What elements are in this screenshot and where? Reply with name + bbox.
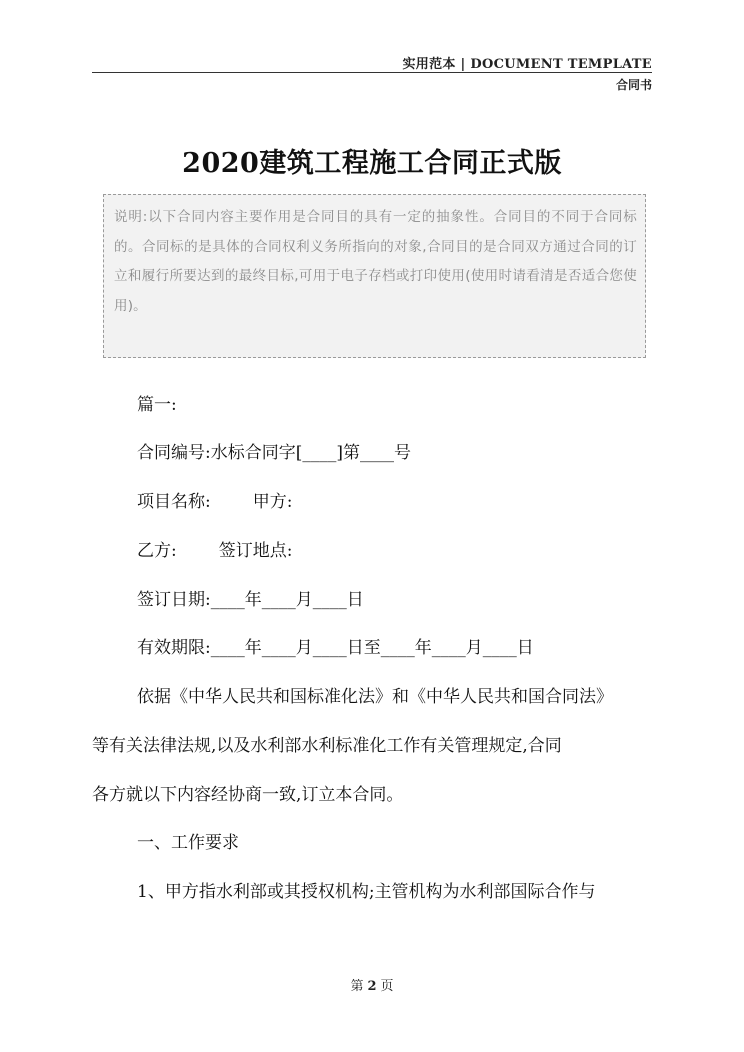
contract-number-line: 合同编号:水标合同字[____]第____号 [137, 443, 411, 463]
party-b-place-line [92, 539, 654, 563]
project-party-line [92, 490, 654, 514]
footer-prefix: 第 [350, 979, 364, 994]
chapter-heading-1: 一、工作要求 [137, 833, 239, 853]
page-number: 2 [367, 979, 377, 994]
header-category: 合同书 [615, 78, 652, 92]
party-b-label: 乙方: [137, 541, 177, 561]
project-name-label: 项目名称: [137, 492, 211, 512]
section-label: 篇一: [137, 395, 177, 415]
sign-date-line: 签订日期:____年____月____日 [137, 590, 364, 610]
page-footer [0, 975, 744, 994]
header-brand: 实用范本 | DOCUMENT TEMPLATE [402, 57, 652, 72]
description-text: 说明:以下合同内容主要作用是合同目的具有一定的抽象性。合同目的不同于合同标的。合同标的是具体的合同权利义务所指向的对象,合同目的是合同双方通过合同的订立和履行所要达到的最终目标,可用于电子存档或打印使用(使用时请看清是否适合您使用)。 [114, 209, 637, 314]
header-divider [92, 72, 652, 73]
valid-period-line: 有效期限:____年____月____日至____年____月____日 [137, 638, 534, 658]
basis-paragraph-line-3: 各方就以下内容经协商一致,订立本合同。 [92, 785, 404, 805]
item-1-line: 1、甲方指水利部或其授权机构;主管机构为水利部国际合作与 [137, 882, 596, 902]
footer-suffix: 页 [380, 979, 394, 994]
sign-place-label: 签订地点: [218, 541, 293, 561]
basis-paragraph-line-2: 等有关法律法规,以及水利部水利标准化工作有关管理规定,合同 [92, 736, 562, 756]
party-a-label: 甲方: [252, 492, 293, 512]
description-box [103, 194, 646, 358]
basis-paragraph-line-1: 依据《中华人民共和国标准化法》和《中华人民共和国合同法》 [137, 687, 613, 707]
document-title: 2020建筑工程施工合同正式版 [182, 148, 562, 179]
